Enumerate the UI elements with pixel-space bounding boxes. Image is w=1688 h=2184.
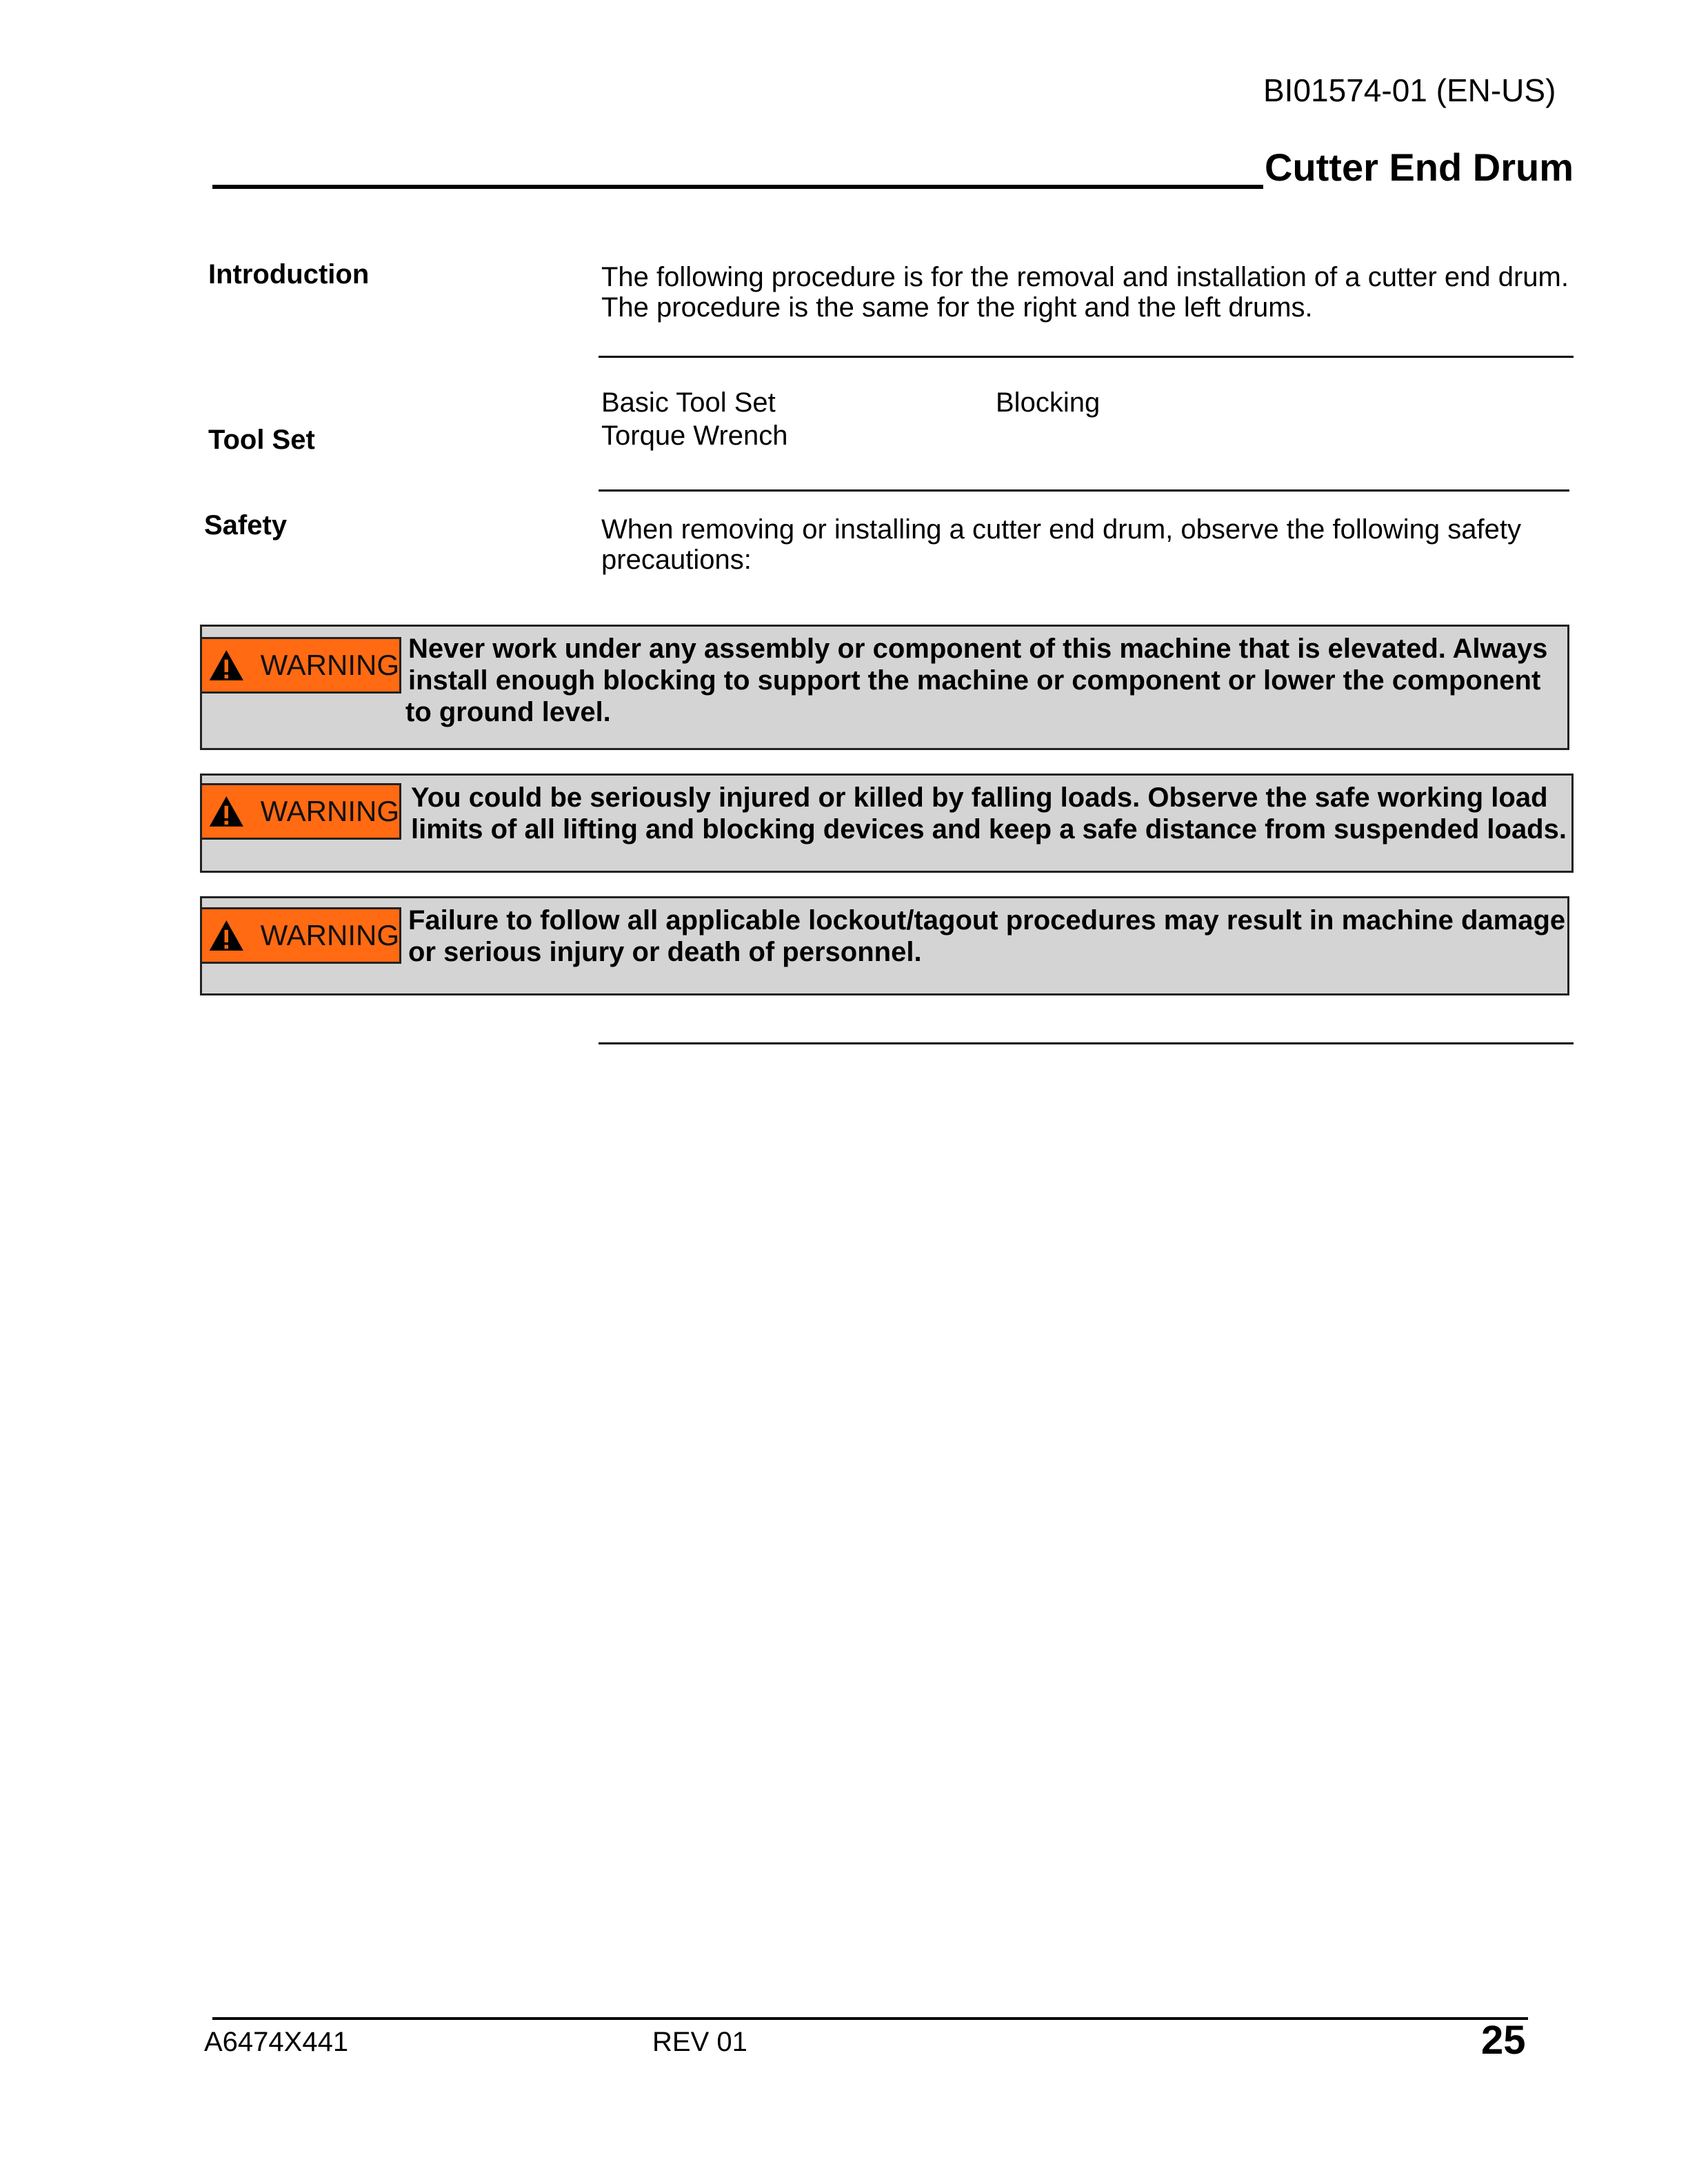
warning-tag [200,637,401,694]
safety-label: Safety [204,510,288,540]
tool-item-blocking: Blocking [996,387,1101,418]
tool-set-label: Tool Set [208,425,315,455]
warning-text [405,633,1548,728]
warning-tag-label: WARNING [260,649,399,681]
warning-line: You could be seriously injured or killed by falling loads. Observe the safe working load [411,782,1548,813]
warning-text [408,904,1565,968]
page-number: 25 [1481,2018,1526,2063]
introduction-text [601,262,1569,323]
warning-line: or serious injury or death of personnel. [408,937,922,967]
safety-line-1: When removing or installing a cutter end drum, observe the following safety [601,514,1522,545]
section-rule [599,356,1574,358]
footer-rule [212,2017,1528,2020]
warning-triangle-icon [208,793,245,830]
tool-item-basic: Basic Tool Set [601,387,776,418]
warning-line: Never work under any assembly or component of this machine that is elevated. Always [408,634,1548,664]
safety-line-2: precautions: [601,545,752,575]
warning-tag [200,907,401,964]
title-rule [212,185,1263,189]
warning-line: Failure to follow all applicable lockout/tagout procedures may result in machine damage [408,905,1566,936]
footer-part-number: A6474X441 [204,2027,349,2057]
warning-triangle-icon [208,647,245,684]
warning-line: limits of all lifting and blocking devices and keep a safe distance from suspended loads. [411,814,1567,845]
warning-line: to ground level. [405,697,611,727]
page-title: Cutter End Drum [1265,145,1574,189]
introduction-line-2: The procedure is the same for the right and the left drums. [601,292,1313,323]
warning-tag [200,783,401,840]
warning-line: install enough blocking to support the machine or component or lower the component [408,665,1541,696]
warning-tag-label: WARNING [260,919,399,951]
document-id: BI01574-01 (EN-US) [1263,72,1556,108]
introduction-label: Introduction [208,259,370,290]
introduction-line-1: The following procedure is for the removal and installation of a cutter end drum. [601,262,1569,292]
warning-tag-label: WARNING [260,795,399,827]
warning-triangle-icon [208,917,245,954]
section-rule [599,489,1569,492]
tool-item-torque-wrench: Torque Wrench [601,421,788,451]
safety-text [601,514,1521,575]
warning-text [411,782,1567,845]
section-rule [599,1042,1574,1044]
footer-revision: REV 01 [652,2027,747,2057]
